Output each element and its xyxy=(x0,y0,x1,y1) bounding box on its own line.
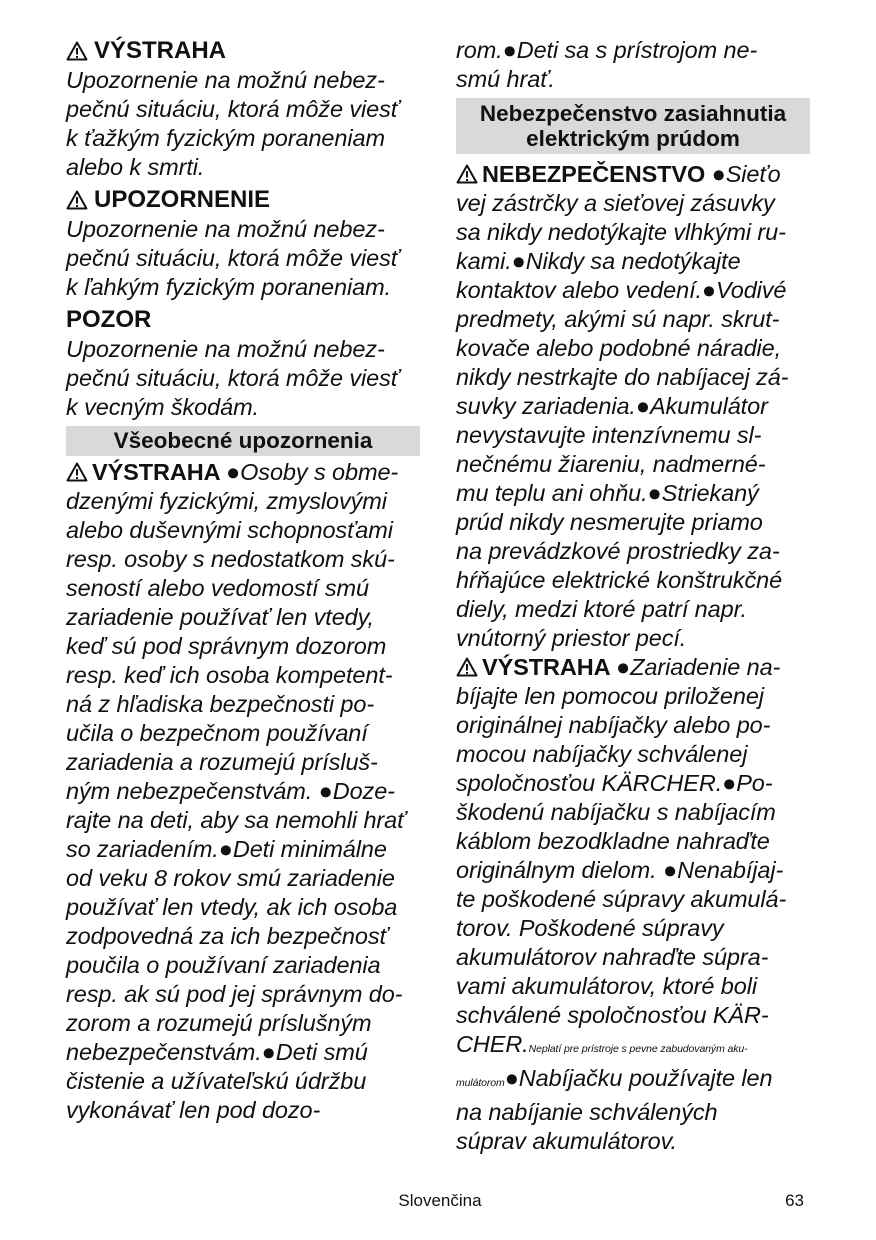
left-column xyxy=(66,36,420,1125)
page-number: 63 xyxy=(785,1191,804,1210)
charger-warning-paragraph: VÝSTRAHA ●Zariadenie na- bíjajte len pomocou priloženej originálnej nabíjačky alebo po- mocou nabíjačky schválenej spoločnosťou KÄRCHER.●Po- škodenú nabíjačku s nabíjacím káblom bezodkladne nahraďte originálnym dielom. ●Nenabíjaj- te poškodené súpravy akumulá- torov. Poškodené súpravy akumulátorov nahraďte súpra- vami akumulátorov, ktoré boli schválené spoločnosťou KÄR- CHER.Neplatí pre prístroje s pevne zabudovaným aku- mulátorom●Nabíjačku používajte len na nabíjanie schválených súprav akumulátorov. xyxy=(456,654,787,1154)
caution-definition: Upozornenie na možnú nebez- pečnú situáciu, ktorá môže viesť k ľahkým fyzickým poraneniam. xyxy=(66,216,399,300)
notice-definition: Upozornenie na možnú nebez- pečnú situáciu, ktorá môže viesť k vecným škodám. xyxy=(66,336,399,420)
continued-paragraph: rom.●Deti sa s prístrojom ne- smú hrať. xyxy=(456,37,758,92)
danger-paragraph: NEBEZPEČENSTVO ●Sieťo vej zástrčky a sieťovej zásuvky sa nikdy nedotýkajte vlhkými ru- kami.●Nikdy sa nedotýkajte kontaktov alebo vedení.●Vodivé predmety, akými sú napr. skrut- kovače alebo podobné náradie, nikdy nestrkajte do nabíjacej zá- suvky zariadenia.●Akumulátor nevystavujte intenzívnemu sl- nečnému žiareniu, nadmerné- mu teplu ani ohňu.●Striekaný prúd nikdy nesmerujte priamo na prevádzkové prostriedky za- hŕňajúce elektrické konštrukčné diely, medzi ktoré patrí napr. vnútorný priestor pecí. xyxy=(456,161,789,651)
small-note: Neplatí pre prístroje s pevne zabudovaným aku- xyxy=(528,1043,748,1055)
warning-definition: Upozornenie na možnú nebez- pečnú situáciu, ktorá môže viesť k ťažkým fyzickým poraneniam alebo k smrti. xyxy=(66,67,399,180)
notice-heading: POZOR xyxy=(66,306,152,333)
warning-lead: VÝSTRAHA xyxy=(92,459,227,485)
section-bar-general-warnings: Všeobecné upozornenia xyxy=(66,426,420,456)
caution-heading: UPOZORNENIE xyxy=(66,185,420,215)
warning-triangle-icon xyxy=(66,190,88,210)
danger-lead: NEBEZPEČENSTVO xyxy=(482,161,712,187)
footer-language: Slovenčina xyxy=(398,1191,482,1210)
warning-triangle-icon xyxy=(66,462,88,482)
right-column xyxy=(456,36,810,1156)
small-note-continued: mulátorom xyxy=(456,1077,505,1089)
warning-triangle-icon xyxy=(66,41,88,61)
warning-triangle-icon xyxy=(456,164,478,184)
warning-triangle-icon xyxy=(456,657,478,677)
warning-heading: VÝSTRAHA xyxy=(66,36,420,66)
warning-lead: VÝSTRAHA xyxy=(482,654,617,680)
section-bar-electric-shock: Nebezpečenstvo zasiahnutia elektrickým prúdom xyxy=(456,98,810,154)
general-warning-paragraph: VÝSTRAHA ●Osoby s obme- dzenými fyzickými, zmyslovými alebo duševnými schopnosťami resp. osoby s nedostatkom skú- seností alebo vedomostí smú zariadenie používať len vtedy, keď sú pod správnym dozorom resp. keď ich osoba kompetent- ná z hľadiska bezpečnosti po- učila o bezpečnom používaní zariadenia a rozumejú prísluš- ným nebezpečenstvám. ●Doze- rajte na deti, aby sa nemohli hrať so zariadením.●Deti minimálne od veku 8 rokov smú zariadenie používať len vtedy, ak ich osoba zodpovedná za ich bezpečnosť poučila o používaní zariadenia resp. ak sú pod jej správnym do- zorom a rozumejú príslušným nebezpečenstvám.●Deti smú čistenie a užívateľskú údržbu vykonávať len pod dozo- xyxy=(66,459,406,1123)
